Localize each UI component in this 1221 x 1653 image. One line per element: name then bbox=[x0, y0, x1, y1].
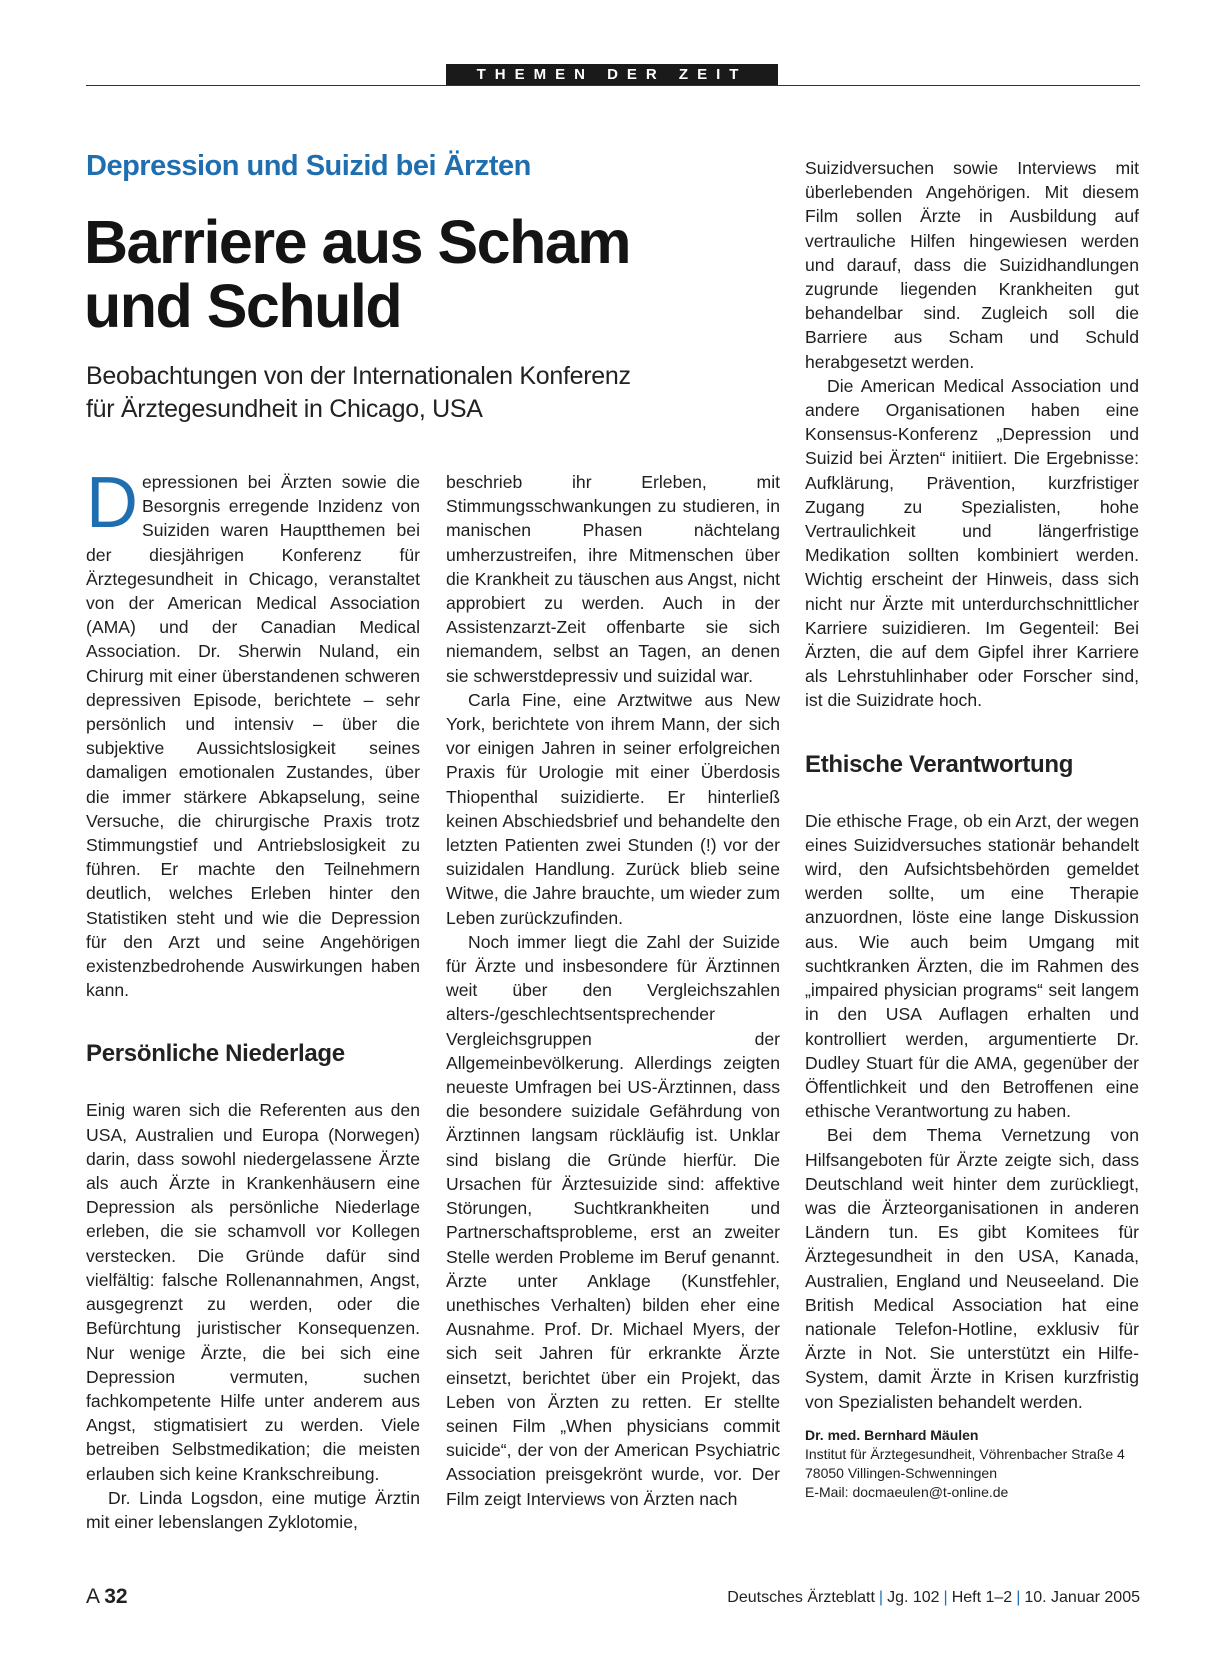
author-city: 78050 Villingen-Schwenningen bbox=[805, 1464, 998, 1481]
page-number bbox=[86, 1585, 128, 1609]
paragraph-3-cont: beschrieb ihr Erleben, mit Stimmungsschwankungen zu studieren, in manischen Phasen nächtelang umherzustreifen, ihre Mitmenschen über die Krankheit zu täuschen aus Angst, nicht approbiert zu werden. Auch in der Assistenzarzt-Zeit offenbarte sie sich niemandem, selbst an Tagen, an denen sie schwerstdepressiv und suizidal war. bbox=[446, 472, 780, 686]
author-block bbox=[805, 1426, 1139, 1502]
paragraph-5-cont: Suizidversuchen sowie Interviews mit überlebenden Angehörigen. Mit diesem Film sollen Ärzte in Ausbildung auf vertrauliche Hilfen hingewiesen werden und darauf, dass die Suizidhandlungen zugrunde liegenden Krankheiten gut behandelbar sind. Zugleich soll die Barriere aus Scham und Schuld herabgesetzt werden. bbox=[805, 158, 1139, 372]
journal-date: 10. Januar 2005 bbox=[1024, 1589, 1140, 1606]
paragraph-5-start: Noch immer liegt die Zahl der Suizide für Ärzte und insbesondere für Ärztinnen weit über den Vergleichszahlen alters-/geschlechtsentsprechender Vergleichsgruppen der Allgemeinbevölkerung. Allerdings zeigten neueste Umfragen bei US-Ärztinnen, dass die besondere suizidale Gefährdung von Ärztinnen langsam rückläufig ist. Unklar sind bislang die Gründe hierfür. Die Ursachen für Ärztesuizide sind: affektive Störungen, Suchtkrankheiten und Partnerschaftsprobleme, erst an zweiter Stelle werden Probleme im Beruf genannt. Ärzte unter Anklage (Kunstfehler, unethisches Verhalten) bilden eher eine Ausnahme. Prof. Dr. Michael Myers, der sich seit Jahren für erkrankte Ärzte einsetzt, berichtet über ein Projekt, das Leben von Ärzten zu retten. Er stellte seinen Film „When physicians commit suicide“, der von der American Psychiatric Association preisgekrönt wurde, vor. Der Film zeigt Interviews von Ärzten nach bbox=[446, 931, 780, 1509]
author-name: Dr. med. Bernhard Mäulen bbox=[805, 1426, 979, 1443]
paragraph-8: Bei dem Thema Vernetzung von Hilfsangeboten für Ärzte zeigte sich, dass Deutschland weit hinter dem zurückliegt, was die Ärzteorganisationen in anderen Ländern tun. Es gibt Komitees für Ärztegesundheit in den USA, Kanada, Australien, England und Neuseeland. Die British Medical Association hat eine nationale Telefon-Hotline, exklusiv für Ärzte in Not. Sie unterstützt ein Hilfe-System, damit Ärzte in Krisen kurzfristig von Spezialisten behandelt werden. bbox=[805, 1125, 1139, 1412]
section-tag: THEMEN DER ZEIT bbox=[446, 64, 778, 85]
paragraph-2: Einig waren sich die Referenten aus den USA, Australien und Europa (Norwegen) darin, dass sowohl niedergelassene Ärzte als auch Ärzte in Krankenhäusern eine Depression als persönliche Niederlage erleben, die sie schamvoll vor Kollegen verstecken. Die Gründe dafür sind vielfältig: falsche Rollenannahmen, Angst, ausgegrenzt zu werden, oder die Befürchtung juristischer Konsequenzen. Nur wenige Ärzte, die bei sich eine Depression vermuten, suchen fachkompetente Hilfe unter anderem aus Angst, stigmatisiert zu werden. Viele betreiben Selbstmedikation; die meisten erlauben sich keine Krankschreibung. bbox=[86, 1100, 420, 1484]
lead-paragraph bbox=[86, 463, 420, 1002]
journal-volume: Jg. 102 bbox=[887, 1589, 940, 1606]
journal-info bbox=[727, 1589, 1140, 1607]
subhead-persoenliche-niederlage: Persönliche Niederlage bbox=[86, 1040, 345, 1068]
separator: | bbox=[878, 1589, 884, 1606]
separator: | bbox=[1016, 1589, 1021, 1606]
article-kicker: Depression und Suizid bei Ärzten bbox=[86, 150, 531, 182]
paragraph-4: Carla Fine, eine Arztwitwe aus New York, berichtete von ihrem Mann, der sich vor einigen Jahren in seiner erfolgreichen Praxis für Urologie mit einer Überdosis Thiopenthal suizidierte. Er hinterließ keinen Abschiedsbrief und behandelte den letzten Patienten zwei Stunden (!) vor der suizidalen Handlung. Zurück blieb seine Witwe, die Jahre brauchte, um wieder zum Leben zurückzufinden. bbox=[446, 689, 780, 928]
column-1 bbox=[86, 463, 420, 1534]
article-subtitle: Beobachtungen von der Internationalen Konferenz für Ärztegesundheit in Chicago, USA bbox=[86, 362, 631, 423]
paragraph-6: Die American Medical Association und andere Organisationen haben eine Konsensus-Konferenz „Depression und Suizid bei Ärzten“ initiiert. Die Ergebnisse: Aufklärung, Prävention, kurzfristiger Zugang zu Spezialisten, hohe Vertraulichkeit und längerfristige Medikation sollten kombiniert werden. Wichtig erscheint der Hinweis, dass sich nicht nur Ärzte mit unterdurchschnittlicher Karriere suizidieren. Im Gegenteil: Bei Ärzten, die auf dem Gipfel ihrer Karriere als Lehrstuhlinhaber oder Forscher sind, ist die Suizidrate hoch. bbox=[805, 375, 1139, 711]
journal-name: Deutsches Ärzteblatt bbox=[727, 1589, 875, 1606]
author-email: E-Mail: docmaeulen@t-online.de bbox=[805, 1483, 1009, 1500]
column-2 bbox=[446, 470, 780, 1511]
article-headline: Barriere aus Scham und Schuld bbox=[84, 208, 631, 340]
author-institute: Institut für Ärztegesundheit, Vöhrenbacher Straße 4 bbox=[805, 1445, 1125, 1462]
page-prefix: A bbox=[86, 1585, 101, 1608]
paragraph-3-start: Dr. Linda Logsdon, eine mutige Ärztin mit einer lebenslangen Zyklotomie, bbox=[86, 1487, 420, 1532]
subhead-ethische-verantwortung: Ethische Verantwortung bbox=[805, 750, 1074, 778]
header-rule bbox=[86, 85, 1140, 86]
separator: | bbox=[943, 1589, 948, 1606]
journal-issue: Heft 1–2 bbox=[951, 1589, 1013, 1606]
lead-text: epressionen bei Ärzten sowie die Besorgnis erregende Inzidenz von Suiziden waren Hauptthemen bei der diesjährigen Konferenz für Ärztegesundheit in Chicago, veranstaltet von der American Medical Association (AMA) und der Canadian Medical Association. Dr. Sherwin Nuland, ein Chirurg mit einer überstandenen schweren depressiven Episode, berichtete – sehr persönlich und intensiv – über die subjektive Aussichtslosigkeit seines damaligen emotionalen Zustandes, über die immer stärkere Abkapselung, seine Versuche, die chirurgische Praxis trotz Stimmungstief und Antriebslosigkeit zu führen. Er machte den Teilnehmern deutlich, welches Erleben hinter den Statistiken steht und wie die Depression für den Arzt und seine Angehörigen existenzbedrohende Auswirkungen haben kann. bbox=[86, 472, 420, 1001]
page-number-value: 32 bbox=[104, 1585, 128, 1608]
column-3 bbox=[805, 156, 1139, 1502]
paragraph-7: Die ethische Frage, ob ein Arzt, der wegen eines Suizidversuches stationär behandelt wird, den Aufsichtsbehörden gemeldet werden sollte, um eine Therapie anzuordnen, löste eine lange Diskussion aus. Wie auch beim Umgang mit suchtkranken Ärzten, die im Rahmen des „impaired physician programs“ seit langem in den USA Auflagen erhalten und kontrolliert werden, argumentierte Dr. Dudley Stuart für die AMA, gegenüber der Öffentlichkeit und den Betroffenen eine ethische Verantwortung zu haben. bbox=[805, 810, 1139, 1122]
drop-cap: D bbox=[86, 463, 138, 543]
